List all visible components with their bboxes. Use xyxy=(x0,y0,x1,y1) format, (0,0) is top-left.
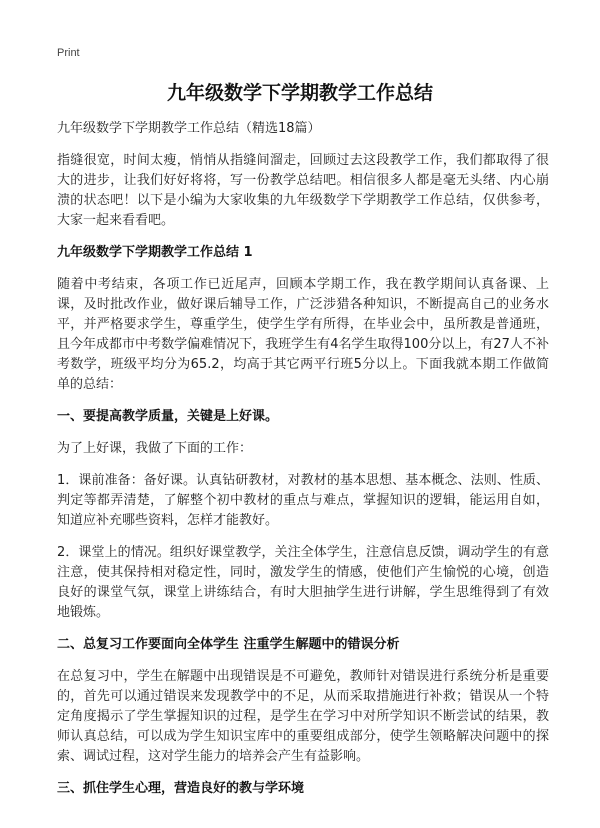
paragraph-1: 为了上好课，我做了下面的工作： xyxy=(57,441,253,456)
paragraph-3: 2．课堂上的情况。组织好课堂教学，关注全体学生，注意信息反馈，调动学生的有意注意，使其保持相对稳定性，同时，激发学生的情感，使他们产生愉悦的心境，创造良好的课堂气氛，课堂上讲练结合，有时大胆抽学生进行讲解，学生思维得到了有效地锻炼。 xyxy=(57,545,549,620)
paragraph-2: 1．课前准备：备好课。认真钻研教材，对教材的基本思想、基本概念、法则、性质、判定等都弄清楚，了解整个初中教材的重点与难点，掌握知识的逻辑，能运用自如，知道应补充哪些资料，怎样才能教好。 xyxy=(57,473,549,528)
heading-2: 二、总复习工作要面向全体学生 注重学生解题中的错误分析 xyxy=(57,637,400,652)
document-subtitle: 九年级数学下学期教学工作总结（精选18篇） xyxy=(57,121,321,136)
heading-3: 三、抓住学生心理，营造良好的教与学环境 xyxy=(57,781,305,796)
page-title: 九年级数学下学期教学工作总结 xyxy=(166,82,433,104)
intro-paragraph: 指缝很宽，时间太瘦，悄悄从指缝间溜走，回顾过去这段教学工作，我们都取得了很大的进步，让我们好好将将，写一份教学总结吧。相信很多人都是毫无头绪、内心崩溃的状态吧！以下是小编为大家收集的九年级数学下学期教学工作总结，仅供参考，大家一起来看看吧。 xyxy=(57,153,549,228)
heading-1: 一、要提高教学质量，关键是上好课。 xyxy=(57,409,279,424)
document-body xyxy=(57,120,549,811)
section-intro-paragraph: 随着中考结束，各项工作已近尾声，回顾本学期工作，我在教学期间认真备课、上课，及时批改作业，做好课后辅导工作，广泛涉猎各种知识，不断提高自己的业务水平，并严格要求学生，尊重学生，使学生学有所得，在毕业会中，虽所教是普通班，且今年成都市中考数学偏难情况下，我班学生有4名学生取得100分以上，有27人不补考数学，班级平均分为65.2，均高于其它两平行班5分以上。下面我就本期工作做简单的总结： xyxy=(57,277,549,392)
paragraph-4: 在总复习中，学生在解题中出现错误是不可避免，教师针对错误进行系统分析是重要的，首先可以通过错误来发现教学中的不足，从而采取措施进行补救；错误从一个特定角度揭示了学生掌握知识的过程，是学生在学习中对所学知识不断尝试的结果，教师认真总结，可以成为学生知识宝库中的重要组成部分，使学生领略解决问题中的探索、调试过程，这对学生能力的培养会产生有益影响。 xyxy=(57,669,549,764)
print-label[interactable]: Print xyxy=(57,47,80,59)
section-title: 九年级数学下学期教学工作总结 1 xyxy=(57,245,253,260)
